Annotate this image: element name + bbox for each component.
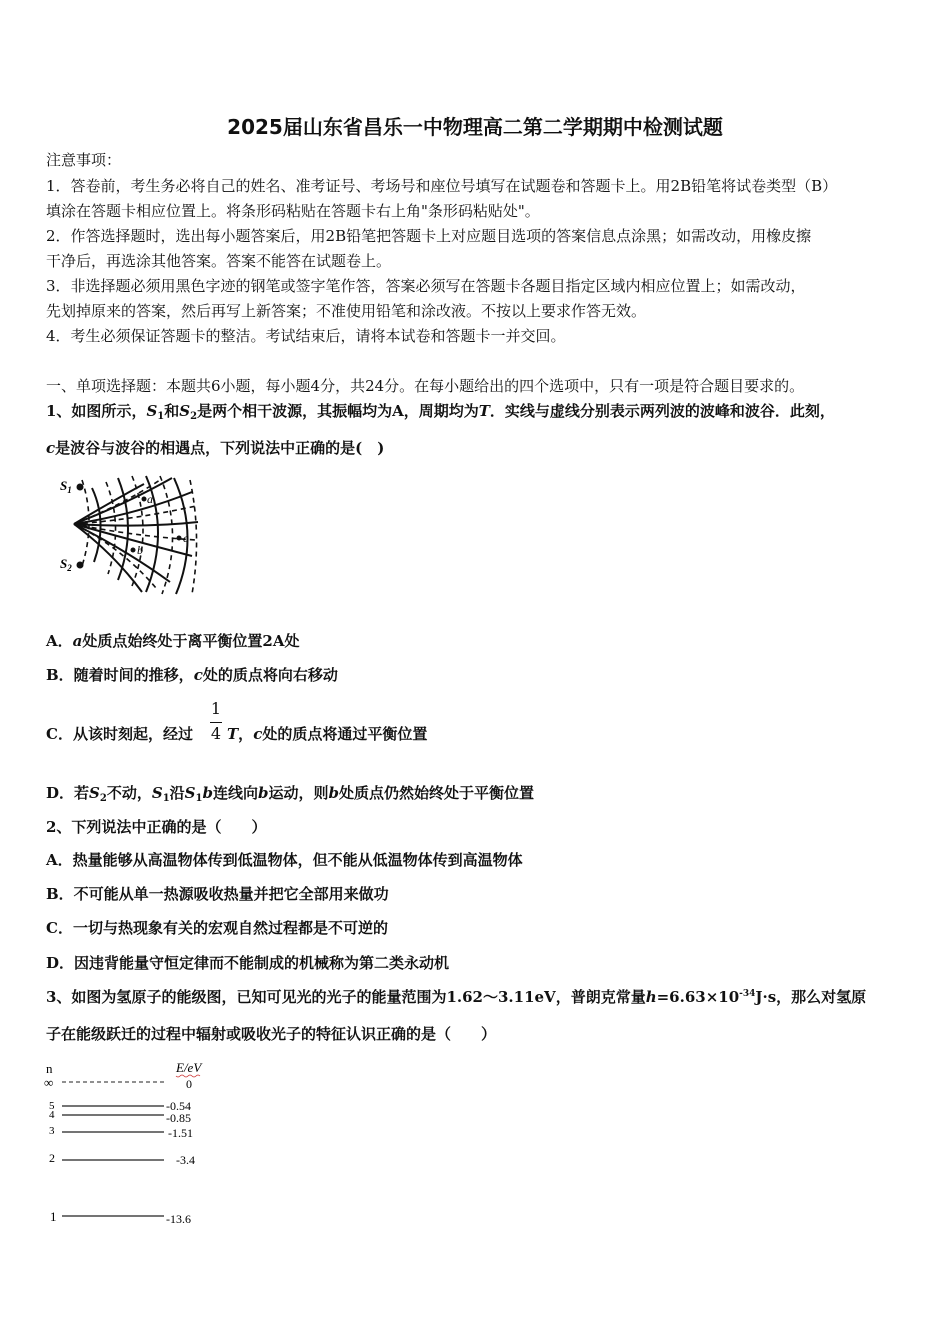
level-n-label: 4 bbox=[49, 1109, 55, 1121]
q1-option-b[interactable]: B．随着时间的推移，c处的质点将向右移动 bbox=[46, 666, 338, 684]
label-s1: $S_1$ bbox=[60, 478, 72, 495]
point-b-dot bbox=[131, 548, 136, 553]
notice-heading: 注意事项： bbox=[46, 151, 122, 169]
n-axis-label: n bbox=[46, 1061, 53, 1076]
q1-option-c-prefix: C．从该时刻起，经过 bbox=[46, 725, 193, 743]
notice-line: 4．考生必须保证答题卡的整洁。考试结束后，请将本试卷和答题卡一并交回。 bbox=[46, 327, 566, 345]
notice-line: 2．作答选择题时，选出每小题答案后，用2B铅笔把答题卡上对应题目选项的答案信息点涂黑；如需改动，用橡皮擦 bbox=[46, 227, 812, 245]
q2-option-c[interactable]: C．一切与热现象有关的宏观自然过程都是不可逆的 bbox=[46, 919, 388, 937]
level-energy-label: -3.4 bbox=[176, 1153, 195, 1167]
label-s2: $S_2$ bbox=[60, 556, 72, 573]
label-b: b bbox=[137, 543, 143, 557]
q1-option-c-rest: T，c处的质点将通过平衡位置 bbox=[227, 725, 428, 743]
wave-interference-figure bbox=[52, 470, 202, 602]
level-n-label: 1 bbox=[50, 1209, 57, 1224]
point-a-dot bbox=[142, 497, 147, 502]
notice-line: 1．答卷前，考生务必将自己的姓名、准考证号、考场号和座位号填写在试题卷和答题卡上。用2B铅笔将试卷类型（B） bbox=[46, 177, 838, 195]
source-s2-dot bbox=[77, 562, 84, 569]
level-energy-label: -0.54 bbox=[166, 1099, 191, 1113]
q3-stem-line1: 3、如图为氢原子的能级图，已知可见光的光子的能量范围为1.62～3.11eV，普朗克常量$h=6.63\times 10^{-34}J\cdot s$，那么对氢原 bbox=[46, 988, 867, 1006]
fraction-bar bbox=[210, 722, 222, 723]
notice-line: 3．非选择题必须用黑色字迹的钢笔或签字笔作答，答案必须写在答题卡各题目指定区域内相应位置上；如需改动， bbox=[46, 277, 806, 295]
level-n-label: ∞ bbox=[44, 1075, 54, 1090]
q2-option-b[interactable]: B．不可能从单一热源吸收热量并把它全部用来做功 bbox=[46, 885, 389, 903]
label-a: a bbox=[147, 492, 153, 506]
q1-stem-line2: c是波谷与波谷的相遇点，下列说法中正确的是( ) bbox=[46, 439, 385, 457]
q1-option-d[interactable]: D．若$S_2$不动，$S_1$沿$S_1b$连线向b运动，则b处质点仍然始终处于平衡位置 bbox=[46, 784, 535, 804]
q1-option-a[interactable]: A．a处质点始终处于离平衡位置2A处 bbox=[46, 632, 300, 650]
section-heading: 一、单项选择题：本题共6小题，每小题4分，共24分。在每小题给出的四个选项中，只有一项是符合题目要求的。 bbox=[46, 377, 805, 395]
level-energy-label: -1.51 bbox=[168, 1126, 193, 1140]
energy-axis-label: E/eV bbox=[176, 1060, 202, 1075]
q2-option-d[interactable]: D．因违背能量守恒定律而不能制成的机械称为第二类永动机 bbox=[46, 954, 450, 972]
level-n-label: 2 bbox=[49, 1151, 55, 1165]
level-energy-label: -0.85 bbox=[166, 1111, 191, 1125]
source-s1-dot bbox=[77, 484, 84, 491]
level-energy-label: 0 bbox=[186, 1077, 192, 1091]
notice-line: 干净后，再选涂其他答案。答案不能答在试题卷上。 bbox=[46, 252, 392, 270]
page-title: 2025届山东省昌乐一中物理高二第二学期期中检测试题 bbox=[227, 115, 723, 139]
notice-line: 填涂在答题卡相应位置上。将条形码粘贴在答题卡右上角"条形码粘贴处"。 bbox=[46, 202, 540, 220]
q3-stem-line2: 子在能级跃迁的过程中辐射或吸收光子的特征认识正确的是（ ） bbox=[46, 1025, 497, 1043]
level-n-label: 5 bbox=[49, 1100, 55, 1112]
label-c: c bbox=[183, 531, 189, 545]
q2-option-a[interactable]: A．热量能够从高温物体传到低温物体，但不能从低温物体传到高温物体 bbox=[46, 851, 523, 869]
level-n-label: 3 bbox=[49, 1125, 55, 1137]
fraction-denominator: 4 bbox=[210, 724, 222, 743]
q1-stem-line1: 1、如图所示，$S_1$和$S_2$是两个相干波源，其振幅均为A，周期均为T．实线与虚线分别表示两列波的波峰和波谷．此刻， bbox=[46, 402, 835, 422]
level-energy-label: -13.6 bbox=[166, 1212, 191, 1226]
q2-stem: 2、下列说法中正确的是（ ） bbox=[46, 818, 267, 836]
point-c-dot bbox=[177, 536, 182, 541]
energy-level-diagram bbox=[40, 1055, 240, 1235]
notice-line: 先划掉原来的答案，然后再写上新答案；不准使用铅笔和涂改液。不按以上要求作答无效。 bbox=[46, 302, 647, 320]
fraction-numerator: 1 bbox=[210, 699, 222, 718]
